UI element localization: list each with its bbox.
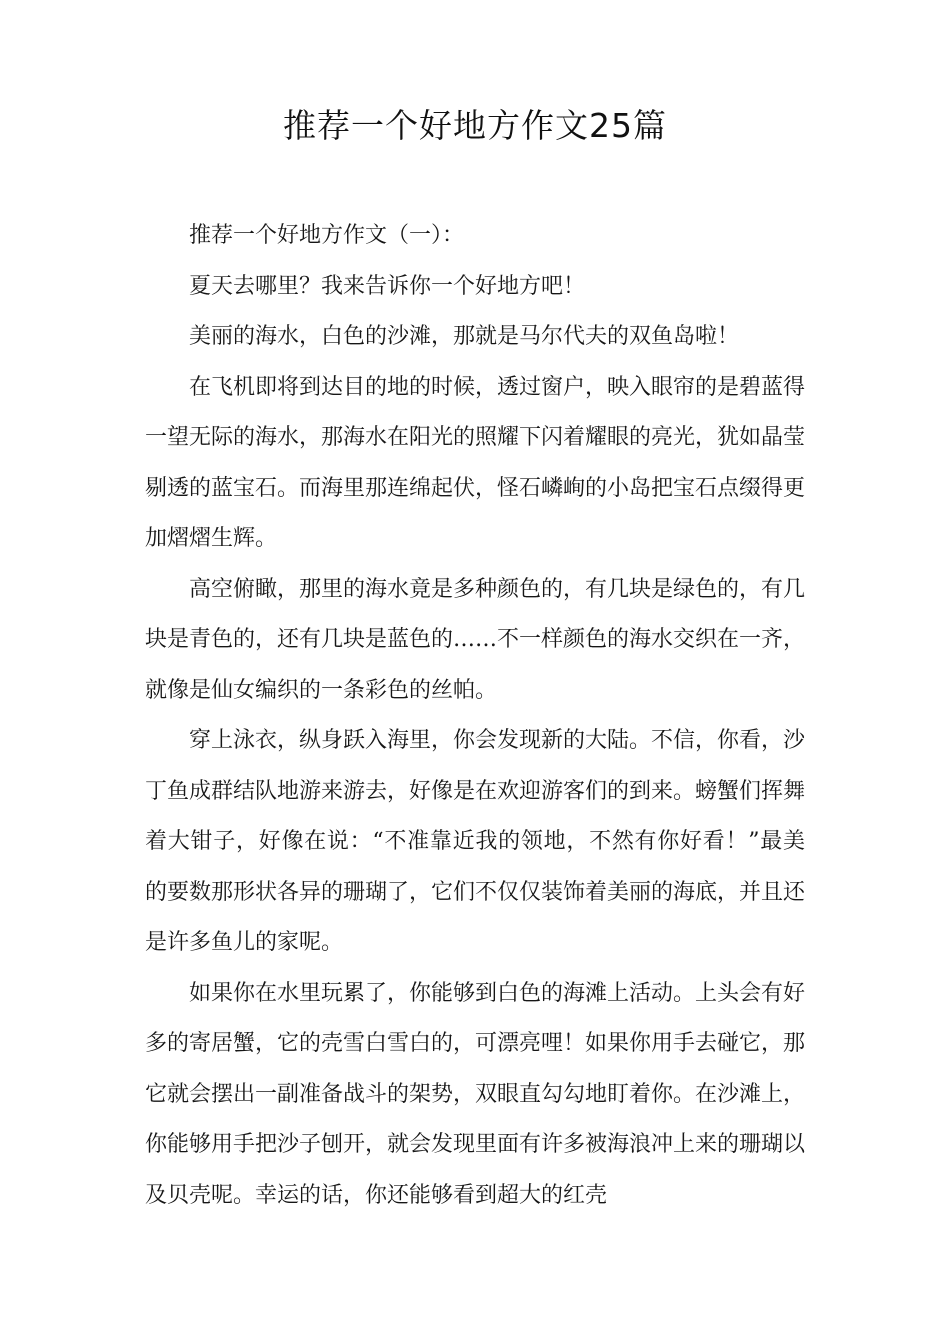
- paragraph: 夏天去哪里？我来告诉你一个好地方吧！: [189, 273, 586, 299]
- paragraph: 高空俯瞰，那里的海水竟是多种颜色的，有几块是绿色的，有几块是青色的，还有几块是蓝色的……不一样颜色的海水交织在一齐，就像是仙女编织的一条彩色的丝帕。: [145, 576, 806, 703]
- paragraph: 美丽的海水，白色的沙滩，那就是马尔代夫的双鱼岛啦！: [189, 324, 740, 349]
- paragraph: 如果你在水里玩累了，你能够到白色的海滩上活动。上头会有好多的寄居蟹，它的壳雪白雪白的，可漂亮哩！如果你用手去碰它，那它就会摆出一副准备战斗的架势，双眼直勾勾地盯着你。在沙滩上，你能够用手把沙子刨开，就会发现里面有许多被海浪冲上来的珊瑚以及贝壳呢。幸运的话，你还能够看到超大的红壳: [145, 980, 806, 1208]
- paragraph: 在飞机即将到达目的地的时候，透过窗户，映入眼帘的是碧蓝得一望无际的海水，那海水在阳光的照耀下闪着耀眼的亮光，犹如晶莹剔透的蓝宝石。而海里那连绵起伏，怪石嶙峋的小岛把宝石点缀得更加熠熠生辉。: [145, 374, 806, 551]
- paragraph: 穿上泳衣，纵身跃入海里，你会发现新的大陆。不信，你看，沙丁鱼成群结队地游来游去，好像是在欢迎游客们的到来。螃蟹们挥舞着大钳子，好像在说：“不准靠近我的领地，不然有你好看！”最美的要数那形状各异的珊瑚了，它们不仅仅装饰着美丽的海底，并且还是许多鱼儿的家呢。: [145, 728, 806, 955]
- paragraph-heading: 推荐一个好地方作文（一）：: [189, 223, 465, 248]
- document-title: 推荐一个好地方作文25篇: [283, 106, 667, 145]
- document-body: [145, 211, 805, 1221]
